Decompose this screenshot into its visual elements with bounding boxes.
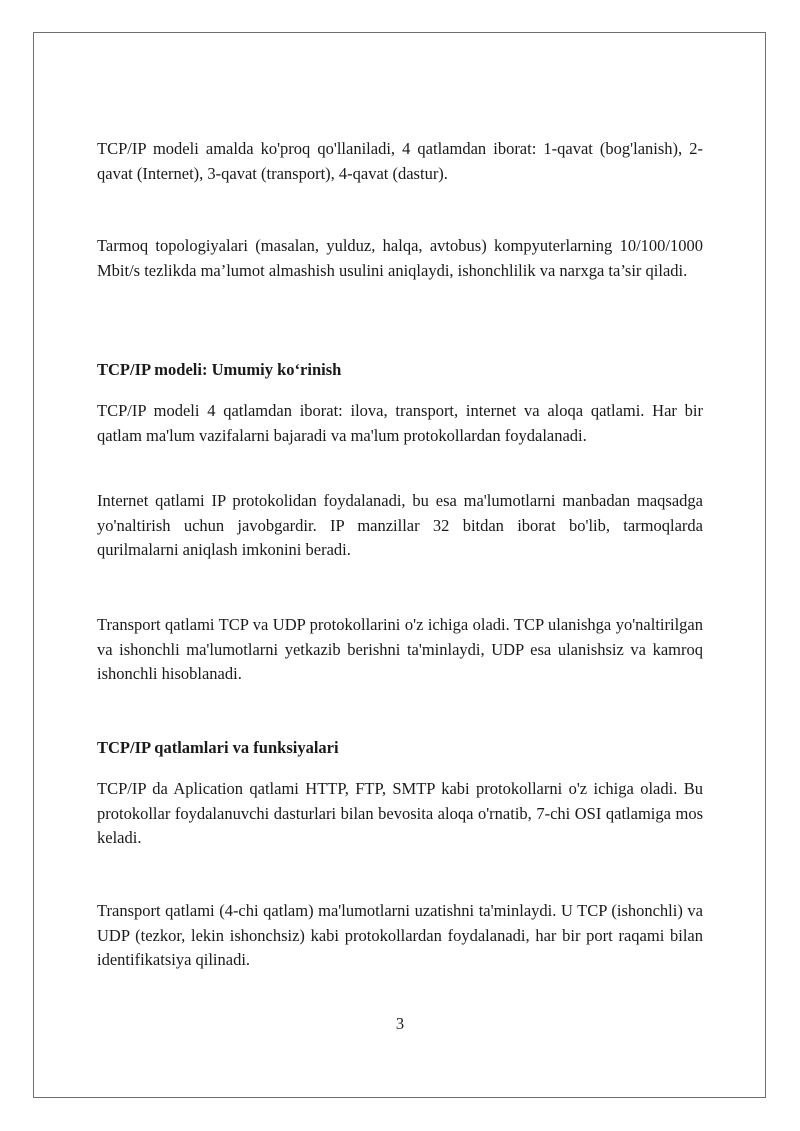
paragraph-network-topologies: Tarmoq topologiyalari (masalan, yulduz, halqa, avtobus) kompyuterlarning 10/100/1000 Mbit/s tezlikda ma’lumot almashish usulini aniqlaydi, ishonchlilik va narxga ta’sir qiladi.: [97, 236, 703, 280]
heading-tcpip-layers-functions: TCP/IP qatlamlari va funksiyalari: [97, 738, 339, 757]
paragraph-transport-layer-ports: Transport qatlami (4-chi qatlam) ma'lumotlarni uzatishni ta'minlaydi. U TCP (ishonchli) va UDP (tezkor, lekin ishonchsiz) kabi protokollardan foydalanadi, har bir port raqami bilan identifikatsiya qilinadi.: [97, 901, 703, 969]
paragraph-application-layer: TCP/IP da Aplication qatlami HTTP, FTP, SMTP kabi protokollarni o'z ichiga oladi. Bu protokollar foydalanuvchi dasturlari bilan bevosita aloqa o'rnatib, 7-chi OSI qatlamiga mos keladi.: [97, 779, 703, 847]
paragraph-tcpip-overview: TCP/IP modeli amalda ko'proq qo'llaniladi, 4 qatlamdan iborat: 1-qavat (bog'lanish), 2-qavat (Internet), 3-qavat (transport), 4-qavat (dastur).: [97, 139, 703, 183]
paragraph-internet-layer: Internet qatlami IP protokolidan foydalanadi, bu esa ma'lumotlarni manbadan maqsadga yo'naltirish uchun javobgardir. IP manzillar 32 bitdan iborat bo'lib, tarmoqlarda qurilmalarni aniqlash imkonini beradi.: [97, 491, 703, 559]
paragraph-tcpip-four-layers: TCP/IP modeli 4 qatlamdan iborat: ilova, transport, internet va aloqa qatlami. Har bir qatlam ma'lum vazifalarni bajaradi va ma'lum protokollardan foydalanadi.: [97, 401, 703, 445]
heading-tcpip-general-view: TCP/IP modeli: Umumiy ko‘rinish: [97, 360, 342, 379]
page-number: 3: [395, 1014, 405, 1033]
paragraph-transport-layer: Transport qatlami TCP va UDP protokollarini o'z ichiga oladi. TCP ulanishga yo'naltirilgan va ishonchli ma'lumotlarni yetkazib berishni ta'minlaydi, UDP esa ulanishsiz va kamroq ishonchli hisoblanadi.: [97, 615, 703, 683]
